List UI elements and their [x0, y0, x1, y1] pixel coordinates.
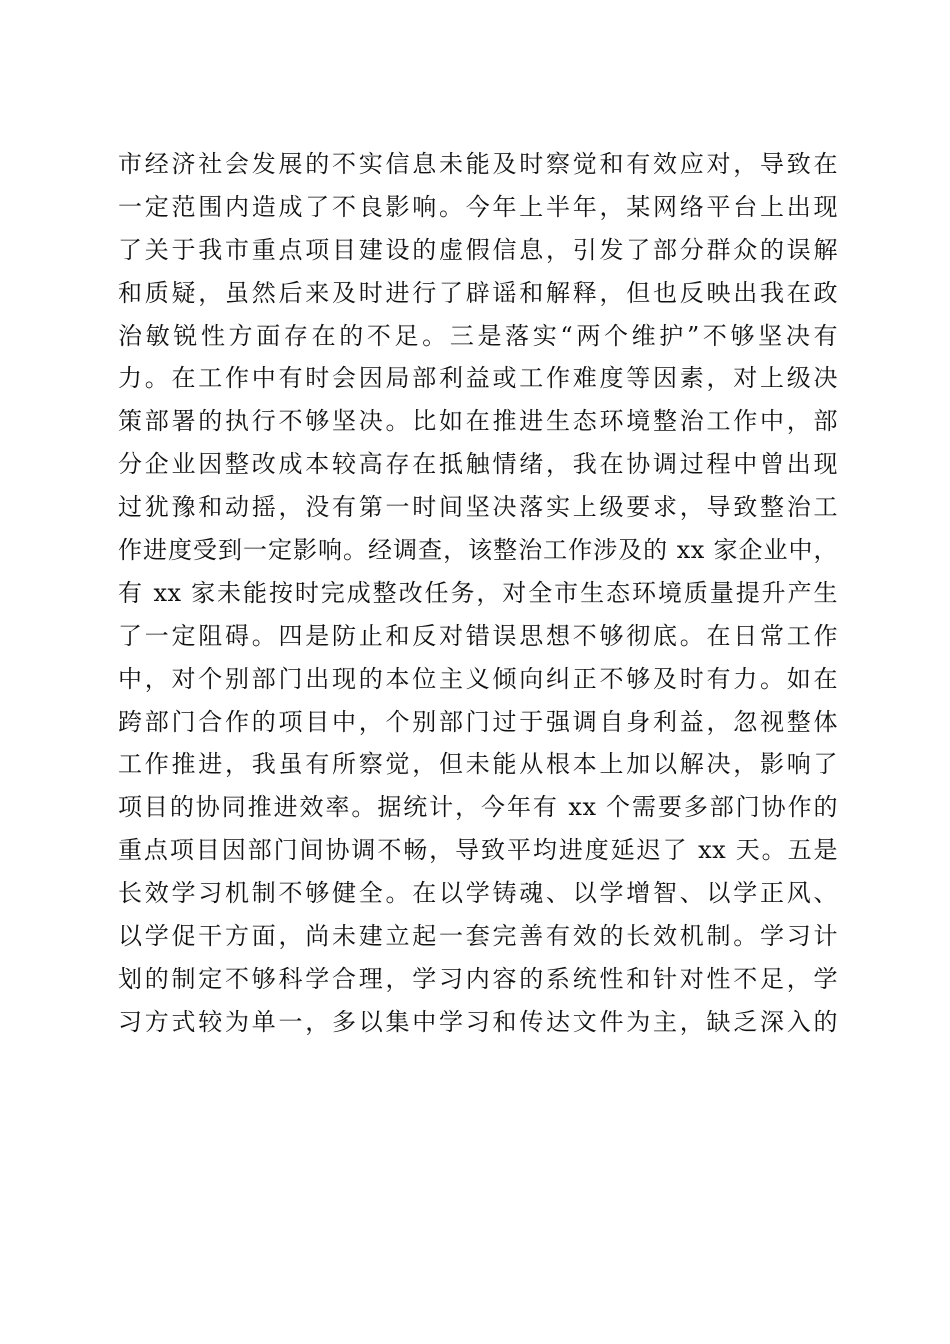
- text-line: 长效学习机制不够健全。在以学铸魂、以学增智、以学正风、: [118, 879, 838, 908]
- text-line: 工作推进，我虽有所察觉，但未能从根本上加以解决，影响了: [118, 750, 838, 779]
- text-line: 划的制定不够科学合理，学习内容的系统性和针对性不足，学: [118, 964, 838, 993]
- text-line: 市经济社会发展的不实信息未能及时察觉和有效应对，导致在: [118, 150, 838, 178]
- text-line: 有 xx 家未能按时完成整改任务，对全市生态环境质量提升产生: [118, 578, 838, 607]
- text-line: 了关于我市重点项目建设的虚假信息，引发了部分群众的误解: [118, 235, 838, 264]
- text-line: 以学促干方面，尚未建立起一套完善有效的长效机制。学习计: [118, 922, 838, 951]
- text-line: 跨部门合作的项目中，个别部门过于强调自身利益，忽视整体: [118, 707, 838, 736]
- body-text: [118, 143, 838, 1044]
- text-line: 过犹豫和动摇，没有第一时间坚决落实上级要求，导致整治工: [118, 493, 838, 522]
- text-line: 习方式较为单一，多以集中学习和传达文件为主，缺乏深入的: [118, 1007, 838, 1036]
- text-line: 治敏锐性方面存在的不足。三是落实“两个维护”不够坚决有: [118, 321, 838, 350]
- text-line: 中，对个别部门出现的本位主义倾向纠正不够及时有力。如在: [118, 664, 838, 693]
- text-line: 和质疑，虽然后来及时进行了辟谣和解释，但也反映出我在政: [118, 278, 838, 307]
- text-line: 项目的协同推进效率。据统计，今年有 xx 个需要多部门协作的: [118, 793, 838, 822]
- text-line: 分企业因整改成本较高存在抵触情绪，我在协调过程中曾出现: [118, 450, 838, 479]
- text-line: 重点项目因部门间协调不畅，导致平均进度延迟了 xx 天。五是: [118, 836, 838, 865]
- text-line: 一定范围内造成了不良影响。今年上半年，某网络平台上出现: [118, 192, 838, 221]
- text-line: 力。在工作中有时会因局部利益或工作难度等因素，对上级决: [118, 364, 838, 393]
- text-line: 作进度受到一定影响。经调查，该整治工作涉及的 xx 家企业中，: [118, 536, 838, 565]
- text-line: 策部署的执行不够坚决。比如在推进生态环境整治工作中，部: [118, 407, 838, 436]
- text-line: 了一定阻碍。四是防止和反对错误思想不够彻底。在日常工作: [118, 621, 838, 650]
